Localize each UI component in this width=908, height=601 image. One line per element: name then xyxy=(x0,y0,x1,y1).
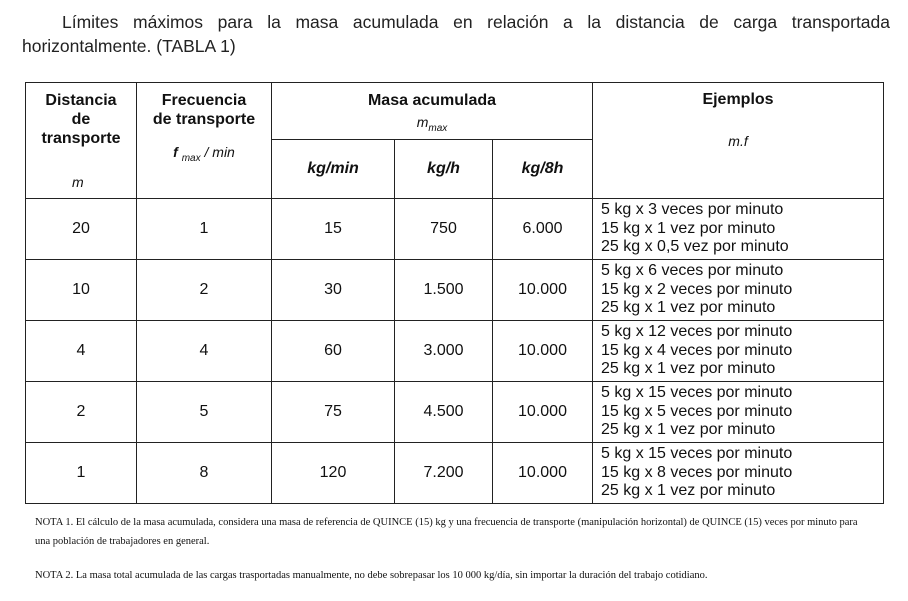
header-frecuencia-line1: Frecuencia xyxy=(161,92,247,109)
header-distancia-line1: Distancia xyxy=(45,92,117,109)
header-distancia-line2: de xyxy=(71,111,91,128)
cell-frecuencia: 2 xyxy=(137,260,272,321)
cell-ejemplos xyxy=(593,382,884,443)
cell-kg-h: 4.500 xyxy=(395,382,493,443)
ejemplo-line: 25 kg x 0,5 vez por minuto xyxy=(601,238,789,256)
cell-kg-8h: 10.000 xyxy=(493,443,593,504)
header-ejemplos-symbol: m.f xyxy=(728,133,748,149)
ejemplo-line: 15 kg x 2 veces por minuto xyxy=(601,280,793,298)
cell-frecuencia: 5 xyxy=(137,382,272,443)
cell-kg-min: 60 xyxy=(272,321,395,382)
cell-distancia: 20 xyxy=(26,199,137,260)
table-row xyxy=(26,199,884,260)
cell-kg-h: 7.200 xyxy=(395,443,493,504)
cell-kg-min: 75 xyxy=(272,382,395,443)
ejemplo-line: 5 kg x 15 veces por minuto xyxy=(601,384,793,402)
ejemplo-line: 25 kg x 1 vez por minuto xyxy=(601,360,776,378)
cell-kg-8h: 10.000 xyxy=(493,382,593,443)
cell-frecuencia: 1 xyxy=(137,199,272,260)
cell-kg-8h: 10.000 xyxy=(493,321,593,382)
frecuencia-sub: max xyxy=(181,152,201,164)
cell-distancia: 4 xyxy=(26,321,137,382)
cell-kg-min: 15 xyxy=(272,199,395,260)
cell-ejemplos xyxy=(593,260,884,321)
frecuencia-f: f xyxy=(173,144,178,160)
cell-frecuencia: 4 xyxy=(137,321,272,382)
header-distancia-line3: transporte xyxy=(41,130,121,147)
header-distancia xyxy=(26,83,137,199)
table-row xyxy=(26,260,884,321)
ejemplo-line: 15 kg x 4 veces por minuto xyxy=(601,341,793,359)
cell-kg-h: 750 xyxy=(395,199,493,260)
header-frecuencia-symbol xyxy=(137,143,271,168)
ejemplo-line: 25 kg x 1 vez por minuto xyxy=(601,299,776,317)
header-ejemplos-label: Ejemplos xyxy=(702,91,774,108)
frecuencia-unit: / min xyxy=(204,144,235,160)
header-kg-min: kg/min xyxy=(272,140,395,199)
ejemplo-line: 25 kg x 1 vez por minuto xyxy=(601,421,776,439)
masa-m: m xyxy=(416,114,429,130)
header-masa xyxy=(272,83,593,140)
header-frecuencia-line2: de transporte xyxy=(152,111,256,128)
table-row xyxy=(26,443,884,504)
ejemplo-line: 5 kg x 12 veces por minuto xyxy=(601,323,793,341)
ejemplo-line: 15 kg x 8 veces por minuto xyxy=(601,463,793,481)
header-masa-symbol xyxy=(272,113,592,138)
header-kg-h: kg/h xyxy=(395,140,493,199)
ejemplo-line: 5 kg x 15 veces por minuto xyxy=(601,445,793,463)
ejemplo-line: 15 kg x 1 vez por minuto xyxy=(601,219,776,237)
ejemplo-line: 15 kg x 5 veces por minuto xyxy=(601,402,793,420)
cell-ejemplos xyxy=(593,443,884,504)
header-ejemplos xyxy=(593,83,884,199)
cell-distancia: 2 xyxy=(26,382,137,443)
masa-sub: max xyxy=(428,122,448,134)
cell-kg-8h: 6.000 xyxy=(493,199,593,260)
note-1: NOTA 1. El cálculo de la masa acumulada, considera una masa de referencia de QUINCE (15) kg y una frecuencia de transporte (manipulación horizontal) de QUINCE (15) veces por minuto para una población de trabajadores en general. xyxy=(35,517,858,547)
table-title: Límites máximos para la masa acumulada en relación a la distancia de carga transportada horizontalmente. (TABLA 1) xyxy=(22,12,890,56)
ejemplo-line: 25 kg x 1 vez por minuto xyxy=(601,482,776,500)
cell-kg-min: 120 xyxy=(272,443,395,504)
cell-kg-h: 3.000 xyxy=(395,321,493,382)
table-row xyxy=(26,321,884,382)
header-distancia-unit: m xyxy=(72,174,84,190)
cell-ejemplos xyxy=(593,199,884,260)
ejemplo-line: 5 kg x 3 veces por minuto xyxy=(601,201,784,219)
cell-distancia: 10 xyxy=(26,260,137,321)
cell-kg-min: 30 xyxy=(272,260,395,321)
cell-distancia: 1 xyxy=(26,443,137,504)
limits-table xyxy=(25,82,884,504)
header-frecuencia xyxy=(137,83,272,199)
note-2: NOTA 2. La masa total acumulada de las cargas trasportadas manualmente, no debe sobrepasar los 10 000 kg/día, sin importar la duración del trabajo cotidiano. xyxy=(35,570,708,581)
cell-kg-h: 1.500 xyxy=(395,260,493,321)
header-kg-8h: kg/8h xyxy=(493,140,593,199)
table-row xyxy=(26,382,884,443)
cell-frecuencia: 8 xyxy=(137,443,272,504)
cell-kg-8h: 10.000 xyxy=(493,260,593,321)
ejemplo-line: 5 kg x 6 veces por minuto xyxy=(601,262,784,280)
cell-ejemplos xyxy=(593,321,884,382)
header-masa-label: Masa acumulada xyxy=(367,92,497,109)
